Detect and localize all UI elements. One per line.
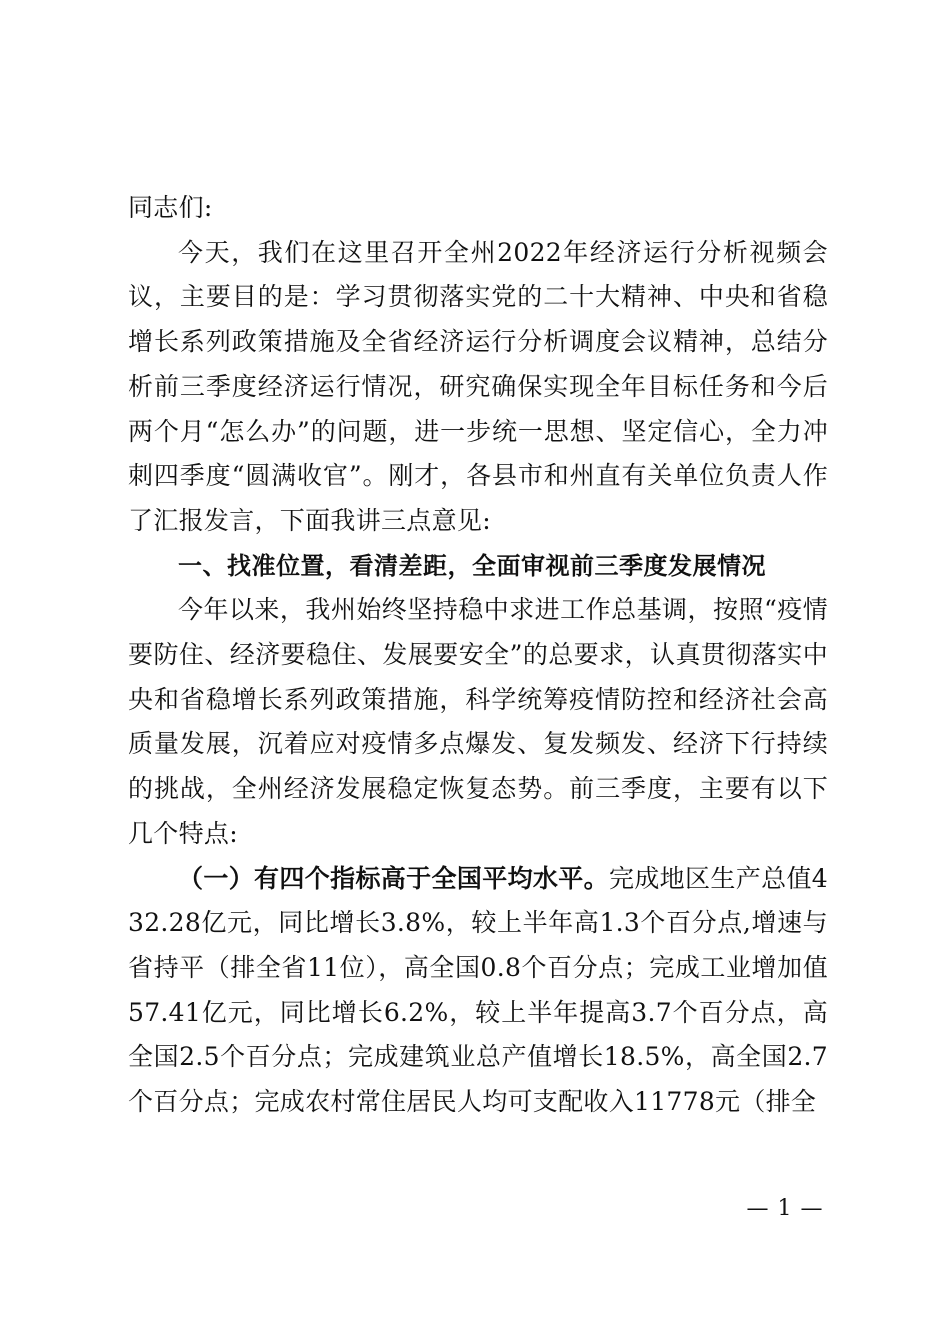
document-body bbox=[128, 186, 828, 1125]
subsection-text: 完成地区生产总值432.28亿元，同比增长3.8%，较上半年高1.3个百分点,增速与省持平（排全省11位），高全国0.8个百分点；完成工业增加值57.41亿元，同比增长6.2%，较上半年提高3.7个百分点，高全国2.5个百分点；完成建筑业总产值增长18.5%，高全国2.7个百分点；完成农村常住居民人均可支配收入11778元（排全 bbox=[128, 863, 829, 1117]
intro-paragraph: 今天，我们在这里召开全州2022年经济运行分析视频会议，主要目的是：学习贯彻落实党的二十大精神、中央和省稳增长系列政策措施及全省经济运行分析调度会议精神，总结分析前三季度经济运行情况，研究确保实现全年目标任务和今后两个月“怎么办”的问题，进一步统一思想、坚定信心，全力冲刺四季度“圆满收官”。刚才，各县市和州直有关单位负责人作了汇报发言，下面我讲三点意见: bbox=[128, 237, 828, 535]
subsection-lead: （一）有四个指标高于全国平均水平。 bbox=[178, 863, 609, 893]
salutation: 同志们: bbox=[128, 193, 213, 222]
section-heading: 一、找准位置，看清差距，全面审视前三季度发展情况 bbox=[178, 551, 766, 580]
subsection-paragraph bbox=[128, 857, 828, 1125]
page-number: — 1 — bbox=[746, 1196, 824, 1221]
section-paragraph: 今年以来，我州始终坚持稳中求进工作总基调，按照“疫情要防住、经济要稳住、发展要安全”的总要求，认真贯彻落实中央和省稳增长系列政策措施，科学统筹疫情防控和经济社会高质量发展，沉着应对疫情多点爆发、复发频发、经济下行持续的挑战，全州经济发展稳定恢复态势。前三季度，主要有以下几个特点: bbox=[128, 595, 828, 848]
